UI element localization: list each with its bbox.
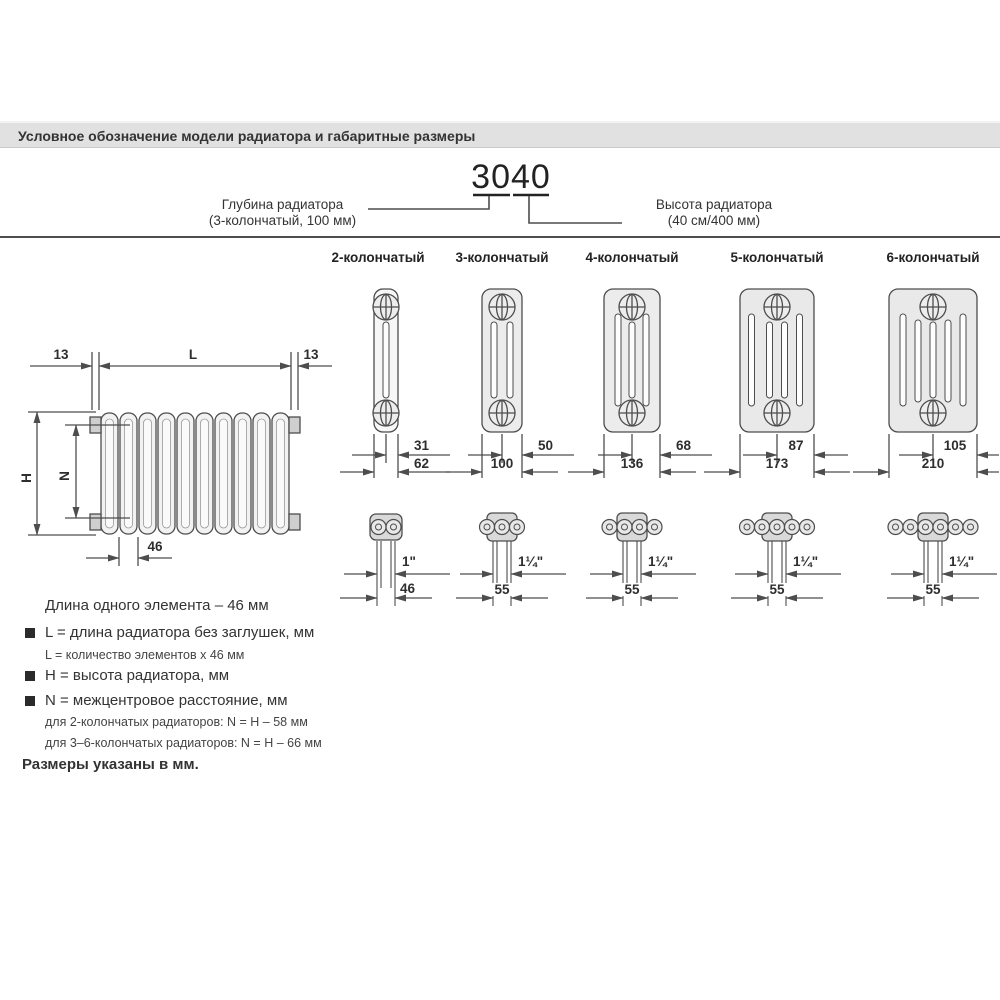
dim-element-4: 55: [624, 582, 640, 597]
dim-pipe-2: 1": [402, 554, 416, 569]
dim-H: H: [19, 473, 34, 483]
note-H-main: H = высота радиатора, мм: [45, 667, 230, 684]
note-N-sub1: для 2-колончатых радиаторов: N = H – 58 мм: [45, 715, 308, 729]
top-view-2-column: [340, 514, 450, 606]
front-view-5-column: [740, 289, 814, 432]
dim-46: 46: [147, 539, 163, 554]
dim-L: L: [188, 347, 198, 362]
radiator-elements: [101, 413, 289, 534]
dim-half-depth-3: 50: [538, 438, 554, 453]
dim-pipe-3: 1¼": [518, 554, 544, 569]
dim-element-2: 46: [400, 581, 416, 596]
dim-pipe-4: 1¼": [648, 554, 674, 569]
depth-dims-4-column: [568, 434, 712, 478]
column-title-4: 4-колончатый: [585, 250, 679, 265]
column-title-2: 2-колончатый: [331, 250, 425, 265]
assembly-top-dims: [30, 347, 332, 410]
dim-full-depth-5: 173: [765, 456, 789, 471]
top-view-3-column: [456, 513, 566, 606]
note-footer: Размеры указаны в мм.: [22, 756, 199, 773]
assembly-center-distance-dim: [57, 425, 130, 518]
column-title-5: 5-колончатый: [730, 250, 824, 265]
depth-dims-5-column: [704, 434, 850, 478]
depth-label-line2: (3-колончатый, 100 мм): [208, 213, 357, 228]
depth-dims-2-column: [340, 434, 450, 478]
dim-half-depth-6: 105: [943, 438, 967, 453]
dim-pipe-5: 1¼": [793, 554, 819, 569]
column-title-3: 3-колончатый: [455, 250, 549, 265]
height-label-line2: (40 см/400 мм): [667, 213, 761, 228]
depth-dims-6-column: [853, 434, 999, 478]
code-bracket-height: [529, 196, 622, 223]
assembled-radiator-drawing: [19, 347, 332, 566]
bullet-square-N: [25, 696, 35, 706]
assembly-element-width-dim: [86, 537, 172, 566]
front-view-2-column: [373, 289, 399, 432]
dim-half-depth-4: 68: [676, 438, 692, 453]
depth-dims-3-column: [446, 434, 574, 478]
dim-pipe-6: 1¼": [949, 554, 975, 569]
bullet-square-L: [25, 628, 35, 638]
column-title-6: 6-колончатый: [886, 250, 980, 265]
code-bracket-depth: [368, 196, 489, 209]
dim-half-depth-2: 31: [414, 438, 430, 453]
model-code: 3040: [471, 158, 551, 196]
dim-full-depth-3: 100: [490, 456, 514, 471]
front-view-3-column: [482, 289, 522, 432]
dim-full-depth-6: 210: [921, 456, 945, 471]
note-L-main: L = длина радиатора без заглушек, мм: [45, 624, 315, 641]
dim-element-3: 55: [494, 582, 510, 597]
front-view-6-column: [889, 289, 977, 432]
front-view-4-column: [604, 289, 660, 432]
dim-full-depth-2: 62: [414, 456, 430, 471]
dim-13-left: 13: [53, 347, 69, 362]
dim-13-right: 13: [303, 347, 319, 362]
depth-label-line1: Глубина радиатора: [221, 197, 344, 212]
top-view-5-column: [731, 513, 841, 606]
note-N-sub2: для 3–6-колончатых радиаторов: N = H – 66 мм: [45, 736, 322, 750]
dim-element-5: 55: [769, 582, 785, 597]
dim-half-depth-5: 87: [788, 438, 804, 453]
height-label-line1: Высота радиатора: [655, 197, 773, 212]
model-code-group: [471, 158, 551, 196]
note-N-main: N = межцентровое расстояние, мм: [45, 692, 288, 709]
top-view-4-column: [586, 513, 696, 606]
dim-full-depth-4: 136: [620, 456, 644, 471]
section-title: Условное обозначение модели радиатора и габаритные размеры: [18, 128, 476, 144]
dim-element-6: 55: [925, 582, 941, 597]
note-L-sub: L = количество элементов x 46 мм: [45, 648, 245, 662]
note-element-length: Длина одного элемента – 46 мм: [45, 597, 269, 614]
dim-N: N: [57, 471, 72, 481]
bullet-square-H: [25, 671, 35, 681]
top-view-6-column: [887, 513, 997, 606]
